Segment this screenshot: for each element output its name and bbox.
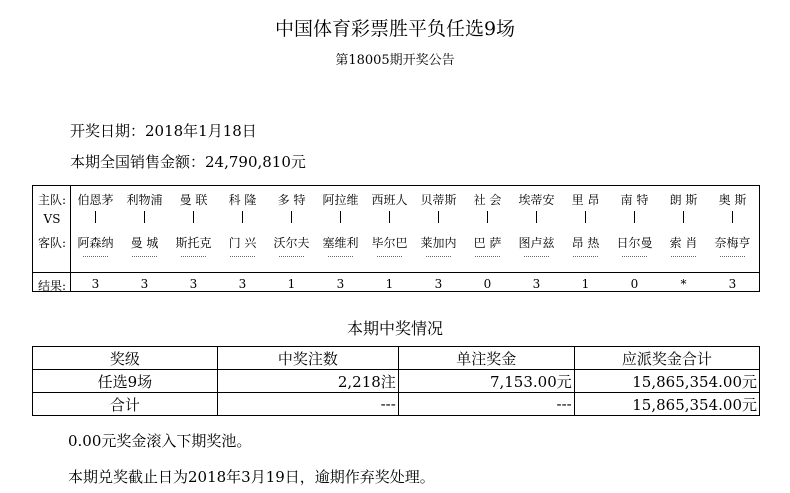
away-team: 日尔曼 bbox=[616, 236, 653, 250]
match-column bbox=[218, 186, 267, 291]
vs-mark bbox=[389, 211, 390, 223]
match-column bbox=[316, 186, 365, 291]
prize-section-title: 本期中奖情况 bbox=[346, 319, 443, 338]
vs-mark bbox=[193, 211, 194, 223]
away-team: 索 肖 bbox=[669, 236, 698, 250]
away-team-label: 客队: bbox=[37, 236, 67, 250]
home-team: 南 特 bbox=[620, 193, 649, 207]
dash-line bbox=[279, 256, 304, 257]
away-team: 塞维利 bbox=[322, 236, 359, 250]
dash-line bbox=[83, 256, 108, 257]
match-column bbox=[659, 186, 708, 291]
vs-mark bbox=[438, 211, 439, 223]
match-column bbox=[708, 186, 757, 291]
match-result: 0 bbox=[483, 277, 492, 291]
match-result: 1 bbox=[581, 277, 590, 291]
match-results-table bbox=[32, 185, 760, 292]
dash-line bbox=[671, 256, 696, 257]
match-result: 3 bbox=[91, 277, 100, 291]
header-prize-level: 奖级 bbox=[33, 347, 218, 370]
table-row bbox=[33, 393, 760, 416]
match-result: 3 bbox=[336, 277, 345, 291]
match-column bbox=[169, 186, 218, 291]
away-team: 奈梅亨 bbox=[714, 236, 751, 250]
match-result: 1 bbox=[385, 277, 394, 291]
result-label: 结果: bbox=[37, 279, 67, 293]
dash-line bbox=[426, 256, 451, 257]
match-result: 1 bbox=[287, 277, 296, 291]
match-column bbox=[71, 186, 120, 291]
match-result: * bbox=[680, 277, 687, 291]
home-team: 阿拉维 bbox=[322, 193, 359, 207]
home-team: 朗 斯 bbox=[669, 193, 698, 207]
match-result: 3 bbox=[532, 277, 541, 291]
dash-line bbox=[181, 256, 206, 257]
prize-table-header bbox=[33, 347, 760, 370]
match-result: 0 bbox=[630, 277, 639, 291]
vs-mark bbox=[683, 211, 684, 223]
vs-mark bbox=[340, 211, 341, 223]
announcement-title: 中国体育彩票胜平负任选9场 bbox=[274, 18, 516, 40]
vs-mark bbox=[95, 211, 96, 223]
dash-line bbox=[524, 256, 549, 257]
home-team: 贝蒂斯 bbox=[420, 193, 457, 207]
dash-line bbox=[475, 256, 500, 257]
home-team: 西班人 bbox=[371, 193, 408, 207]
vs-mark bbox=[144, 211, 145, 223]
match-result: 3 bbox=[189, 277, 198, 291]
total-prize: 15,865,354.00元 bbox=[574, 393, 759, 416]
match-column bbox=[414, 186, 463, 291]
dash-line bbox=[132, 256, 157, 257]
home-team: 社 会 bbox=[473, 193, 502, 207]
prize-level: 任选9场 bbox=[33, 370, 218, 393]
home-team: 科 隆 bbox=[228, 193, 257, 207]
away-team: 沃尔夫 bbox=[273, 236, 310, 250]
vs-mark bbox=[585, 211, 586, 223]
away-team: 巴 萨 bbox=[473, 236, 502, 250]
table-row bbox=[33, 370, 760, 393]
match-result: 3 bbox=[728, 277, 737, 291]
away-team: 阿森纳 bbox=[77, 236, 114, 250]
away-team: 昂 热 bbox=[571, 236, 600, 250]
home-team: 曼 联 bbox=[179, 193, 208, 207]
total-prize: 15,865,354.00元 bbox=[574, 370, 759, 393]
match-column bbox=[463, 186, 512, 291]
dash-line bbox=[720, 256, 745, 257]
header-single-prize: 单注奖金 bbox=[398, 347, 574, 370]
dash-line bbox=[622, 256, 647, 257]
match-column bbox=[365, 186, 414, 291]
home-team: 里 昂 bbox=[571, 193, 600, 207]
prize-level: 合计 bbox=[33, 393, 218, 416]
vs-label: VS bbox=[43, 212, 61, 226]
away-team: 门 兴 bbox=[228, 236, 257, 250]
away-team: 曼 城 bbox=[130, 236, 159, 250]
match-column bbox=[561, 186, 610, 291]
winning-count: --- bbox=[217, 393, 398, 416]
dash-line bbox=[328, 256, 353, 257]
dash-line bbox=[377, 256, 402, 257]
match-column bbox=[120, 186, 169, 291]
sales-amount: 本期全国销售金额：24,790,810元 bbox=[70, 153, 306, 171]
dash-line bbox=[230, 256, 255, 257]
rollover-note: 0.00元奖金滚入下期奖池。 bbox=[68, 432, 252, 450]
draw-date: 开奖日期：2018年1月18日 bbox=[70, 122, 257, 140]
vs-mark bbox=[536, 211, 537, 223]
away-team: 毕尔巴 bbox=[371, 236, 408, 250]
single-prize: --- bbox=[398, 393, 574, 416]
away-team: 图卢兹 bbox=[518, 236, 555, 250]
match-result: 3 bbox=[140, 277, 149, 291]
vs-mark bbox=[487, 211, 488, 223]
dash-line bbox=[573, 256, 598, 257]
match-result: 3 bbox=[238, 277, 247, 291]
home-team: 利物浦 bbox=[126, 193, 163, 207]
match-column bbox=[267, 186, 316, 291]
vs-mark bbox=[242, 211, 243, 223]
prize-table bbox=[32, 346, 760, 416]
away-team: 莱加内 bbox=[420, 236, 457, 250]
header-total-prize: 应派奖金合计 bbox=[574, 347, 759, 370]
away-team: 斯托克 bbox=[175, 236, 212, 250]
single-prize: 7,153.00元 bbox=[398, 370, 574, 393]
home-team: 埃蒂安 bbox=[518, 193, 555, 207]
home-team: 多 特 bbox=[277, 193, 306, 207]
home-team: 奥 斯 bbox=[718, 193, 747, 207]
header-winning-count: 中奖注数 bbox=[217, 347, 398, 370]
match-column bbox=[512, 186, 561, 291]
winning-count: 2,218注 bbox=[217, 370, 398, 393]
home-team-label: 主队: bbox=[37, 193, 67, 207]
vs-mark bbox=[291, 211, 292, 223]
match-column bbox=[610, 186, 659, 291]
vs-mark bbox=[634, 211, 635, 223]
vs-mark bbox=[732, 211, 733, 223]
issue-subtitle: 第18005期开奖公告 bbox=[335, 53, 455, 68]
deadline-note: 本期兑奖截止日为2018年3月19日，逾期作弃奖处理。 bbox=[68, 468, 435, 486]
home-team: 伯恩茅 bbox=[77, 193, 114, 207]
match-result: 3 bbox=[434, 277, 443, 291]
